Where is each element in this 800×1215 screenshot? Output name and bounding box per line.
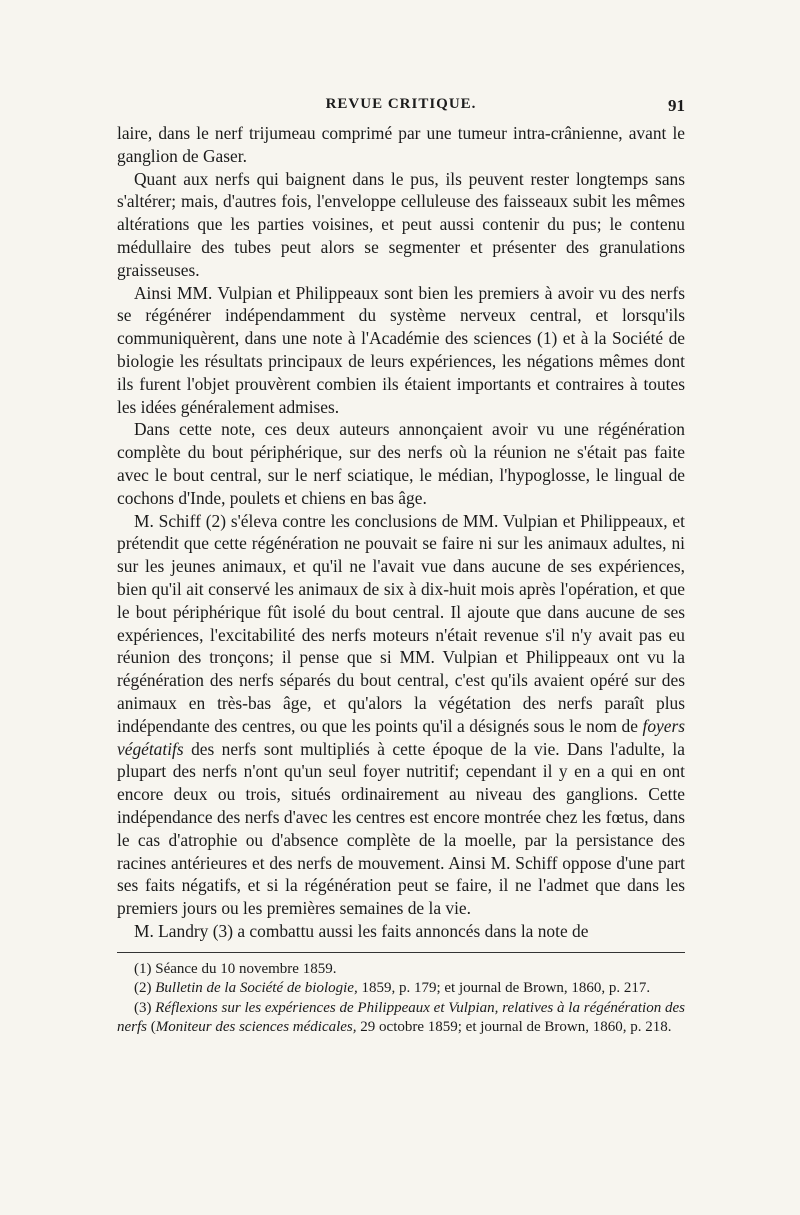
footnote-2-rest: 1859, p. 179; et journal de Brown, 1860, p. 217. — [361, 980, 651, 997]
running-title: REVUE CRITIQUE. — [325, 96, 477, 112]
footnote-3-rest: 29 octobre 1859; et journal de Brown, 1860, p. 218. — [360, 1019, 672, 1036]
paragraph-6: M. Landry (3) a combattu aussi les faits annoncés dans la note de — [134, 920, 589, 941]
paragraph-3: Ainsi MM. Vulpian et Philippeaux sont bien les premiers à avoir vu des nerfs se régénérer indépendamment du système nerveux central, et lorsqu'ils communiquèrent, dans une note à l'Académie des sciences (1) et à la Société de biologie les résultats principaux de leurs expériences, les négations mêmes dont ils furent l'objet prouvèrent combien ils étaient importants et contraires à toutes les idées généralement admises. — [117, 282, 685, 417]
footnote-2-number: (2) — [134, 980, 152, 997]
page — [117, 96, 685, 1038]
footnote-3-number: (3) — [134, 999, 152, 1016]
footnote-3-paren: ( — [150, 1019, 156, 1036]
footnote-1: (1) Séance du 10 novembre 1859. — [134, 960, 337, 977]
paragraph-5-part-a: M. Schiff (2) s'éleva contre les conclusions de MM. Vulpian et Philippeaux, et prétendit que cette régénération ne pouvait se faire ni sur les animaux adultes, ni sur les jeunes animaux, et qu'il ne l'avait vue dans aucune de ses expériences, bien qu'il ait conservé les animaux de six à dix-huit mois après l'opération, et que le bout périphérique fût isolé du bout central. Il ajoute que dans aucune de ses expériences, l'excitabilité des nerfs moteurs n'était revenue s'il n'y avait pas eu réunion des tronçons; il pense que si MM. Vulpian et Philippeaux ont vu la régénération des nerfs séparés du bout central, c'est qu'ils avaient opéré sur des animaux en très-bas âge, et qu'alors la végétation des nerfs paraît plus indépendante des centres, ou que les points qu'il a désignés sous le nom de — [117, 510, 685, 736]
paragraph-5 — [117, 510, 685, 920]
paragraph-5-part-b: des nerfs sont multipliés à cette époque de la vie. Dans l'adulte, la plupart des nerfs n'ont qu'un seul foyer nutritif; cependant il y en a qui en ont encore deux ou trois, situés ordinairement au niveau des ganglions. Cette indépendance des nerfs d'avec les centres est encore montrée chez les fœtus, dans le cas d'atrophie ou d'absence complète de la moelle, par la persistance des racines antérieures et des nerfs de mouvement. Ainsi M. Schiff oppose d'une part ses faits négatifs, et si la régénération peut se faire, il ne l'admet que dans les premiers jours ou les premières semaines de la vie. — [117, 738, 685, 919]
paragraph-5-italic: foyers végétatifs — [117, 715, 685, 759]
page-header — [117, 96, 685, 122]
footnotes — [117, 960, 685, 1038]
paragraph-4: Dans cette note, ces deux auteurs annonçaient avoir vu une régénération complète du bout périphérique, sur des nerfs où la réunion ne s'était pas faite avec le bout central, sur le nerf sciatique, le médian, l'hypoglosse, le lingual de cochons d'Inde, poulets et chiens en bas âge. — [117, 419, 685, 508]
footnote-3-title: Réflexions sur les expériences de Philippeaux et Vulpian, relatives à la régénération des nerfs — [117, 999, 685, 1036]
footnote-2-title: Bulletin de la Société de biologie, — [155, 980, 358, 997]
footnote-2 — [117, 979, 685, 999]
paragraph-1: laire, dans le nerf trijumeau comprimé par une tumeur intra-crânienne, avant le ganglion de Gaser. — [117, 123, 685, 166]
page-number: 91 — [668, 96, 685, 115]
body-text — [117, 122, 685, 943]
footnote-divider — [117, 952, 685, 953]
paragraph-2: Quant aux nerfs qui baignent dans le pus, ils peuvent rester longtemps sans s'altérer; mais, d'autres fois, l'enveloppe celluleuse des faisseaux subit les mêmes altérations que les parties voisines, et peut aussi contenir du pus; le contenu médullaire des tubes peut alors se segmenter et présenter des granulations graisseuses. — [117, 168, 685, 280]
footnote-3-journal: Moniteur des sciences médicales, — [155, 1019, 357, 1036]
footnote-3 — [117, 999, 685, 1038]
